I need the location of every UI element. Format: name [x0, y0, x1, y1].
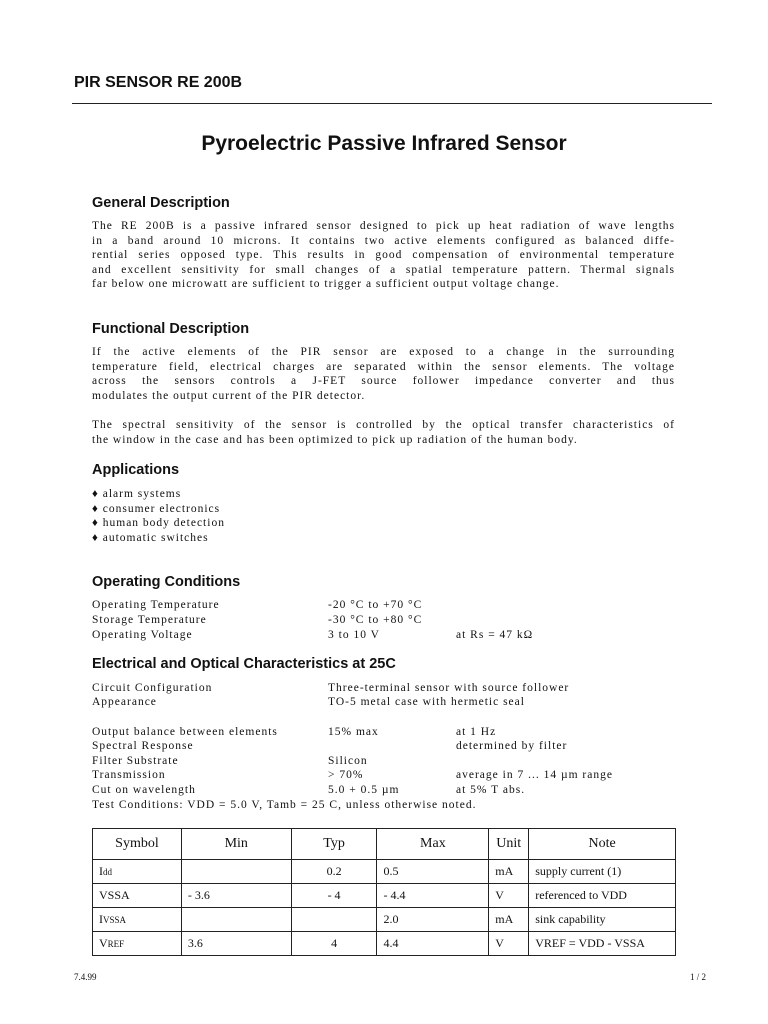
spec-label: Filter Substrate: [92, 755, 179, 767]
column-header-min: Min: [181, 829, 291, 860]
symbol-main: I: [99, 864, 103, 878]
bullet-diamond-icon: ♦: [92, 502, 99, 515]
spec-note: at Rs = 47 kΩ: [456, 629, 534, 641]
list-item-label: automatic switches: [102, 531, 209, 544]
test-conditions: Test Conditions: VDD = 5.0 V, Tamb = 25 C, unless otherwise noted.: [92, 799, 477, 811]
text-line: far below one microwatt are sufficient to trigger a sufficient output voltage change.: [92, 278, 560, 291]
footer-date: 7.4.99: [74, 972, 97, 982]
spec-value: TO-5 metal case with hermetic seal: [328, 696, 525, 708]
cell-max: 0.5: [377, 860, 489, 884]
text-line: The spectral sensitivity of the sensor is controlled by the optical transfer characteristics of: [92, 419, 675, 431]
list-item: [92, 487, 225, 502]
cell-note: supply current (1): [529, 860, 676, 884]
functional-description-paragraph-1: [92, 345, 675, 403]
column-header-max: Max: [377, 829, 489, 860]
spec-note: at 5% T abs.: [456, 784, 526, 796]
cell-unit: V: [489, 884, 529, 908]
list-item: [92, 531, 225, 546]
table-row: [93, 932, 676, 956]
cell-max: 4.4: [377, 932, 489, 956]
text-line: across the sensors controls a J-FET source follower impedance converter and thus: [92, 375, 675, 388]
symbol-main: V: [99, 936, 108, 950]
functional-description-paragraph-2: [92, 418, 675, 447]
general-description-text: [92, 219, 675, 292]
cell-unit: V: [489, 932, 529, 956]
general-description-heading: General Description: [92, 195, 230, 211]
text-line: the window in the case and has been optimized to pick up radiation of the human body.: [92, 433, 578, 446]
cell-min: [181, 908, 291, 932]
cell-typ: 0.2: [291, 860, 377, 884]
cell-symbol: [93, 884, 182, 908]
spec-label: Circuit Configuration: [92, 682, 213, 694]
table-row: [93, 860, 676, 884]
spec-value: Three-terminal sensor with source follower: [328, 682, 570, 694]
spec-label: Operating Voltage: [92, 629, 193, 641]
document-header-title: PIR SENSOR RE 200B: [74, 74, 243, 91]
symbol-subscript: VSSA: [103, 915, 127, 925]
cell-typ: 4: [291, 932, 377, 956]
text-line: in a band around 10 microns. It contains two active elements configured as balanced diffe-: [92, 234, 675, 247]
spec-value: -20 °C to +70 °C: [328, 599, 423, 611]
column-header-unit: Unit: [489, 829, 529, 860]
footer-page-number: 1 / 2: [690, 972, 707, 982]
cell-typ: [291, 908, 377, 932]
text-line: rential series opposed type. This results in good compensation of environmental temperature: [92, 249, 675, 262]
applications-heading: Applications: [92, 462, 180, 478]
text-line: and excellent sensitivity for small changes of a spatial temperature pattern. Thermal signals: [92, 263, 675, 276]
spec-value: 15% max: [328, 726, 379, 738]
list-item: [92, 502, 225, 517]
spec-label: Appearance: [92, 696, 157, 708]
cell-min: [181, 860, 291, 884]
symbol-subscript: REF: [107, 939, 125, 949]
table-row: [93, 884, 676, 908]
text-line: temperature field, electrical charges are separated within the sensor elements. The voltage: [92, 360, 675, 373]
symbol-main: I: [99, 912, 103, 926]
column-header-note: Note: [529, 829, 676, 860]
bullet-diamond-icon: ♦: [92, 488, 99, 500]
symbol-main: VSSA: [99, 888, 130, 902]
spec-value: Silicon: [328, 755, 368, 767]
bullet-diamond-icon: ♦: [92, 531, 99, 544]
spec-label: Operating Temperature: [92, 599, 220, 611]
column-header-symbol: Symbol: [93, 829, 182, 860]
column-header-typ: Typ: [291, 829, 377, 860]
cell-symbol: [93, 932, 182, 956]
cell-max: - 4.4: [377, 884, 489, 908]
list-item: [92, 516, 225, 531]
functional-description-heading: Functional Description: [92, 321, 250, 337]
spec-value: -30 °C to +80 °C: [328, 614, 423, 626]
bullet-diamond-icon: ♦: [92, 517, 99, 530]
spec-label: Spectral Response: [92, 740, 194, 752]
cell-unit: mA: [489, 908, 529, 932]
text-line: If the active elements of the PIR sensor are exposed to a change in the surrounding: [92, 346, 675, 358]
cell-note: sink capability: [529, 908, 676, 932]
spec-note: at 1 Hz: [456, 726, 497, 738]
list-item-label: human body detection: [102, 517, 225, 530]
operating-conditions-heading: Operating Conditions: [92, 574, 241, 590]
page-title: Pyroelectric Passive Infrared Sensor: [201, 132, 567, 155]
spec-table: [92, 828, 676, 956]
cell-note: VREF = VDD - VSSA: [529, 932, 676, 956]
header-rule: [72, 103, 712, 104]
cell-symbol: [93, 908, 182, 932]
spec-value: 5.0 + 0.5 µm: [328, 784, 400, 796]
spec-label: Transmission: [92, 769, 166, 781]
table-header-row: [93, 829, 676, 860]
spec-note: determined by filter: [456, 740, 568, 752]
spec-value: > 70%: [328, 769, 364, 781]
cell-unit: mA: [489, 860, 529, 884]
cell-symbol: [93, 860, 182, 884]
spec-label: Storage Temperature: [92, 614, 207, 626]
spec-label: Output balance between elements: [92, 726, 278, 738]
cell-typ: - 4: [291, 884, 377, 908]
cell-max: 2.0: [377, 908, 489, 932]
cell-min: 3.6: [181, 932, 291, 956]
applications-list: [92, 487, 225, 545]
list-item-label: consumer electronics: [102, 502, 221, 515]
text-line: modulates the output current of the PIR detector.: [92, 389, 366, 402]
text-line: The RE 200B is a passive infrared sensor designed to pick up heat radiation of wave lengths: [92, 220, 675, 232]
table-row: [93, 908, 676, 932]
cell-note: referenced to VDD: [529, 884, 676, 908]
symbol-subscript: dd: [103, 867, 112, 877]
spec-note: average in 7 ... 14 µm range: [456, 769, 613, 781]
spec-value: 3 to 10 V: [328, 629, 380, 641]
electrical-characteristics-heading: Electrical and Optical Characteristics at 25C: [92, 656, 396, 672]
spec-label: Cut on wavelength: [92, 784, 196, 796]
cell-min: - 3.6: [181, 884, 291, 908]
list-item-label: alarm systems: [102, 488, 182, 500]
